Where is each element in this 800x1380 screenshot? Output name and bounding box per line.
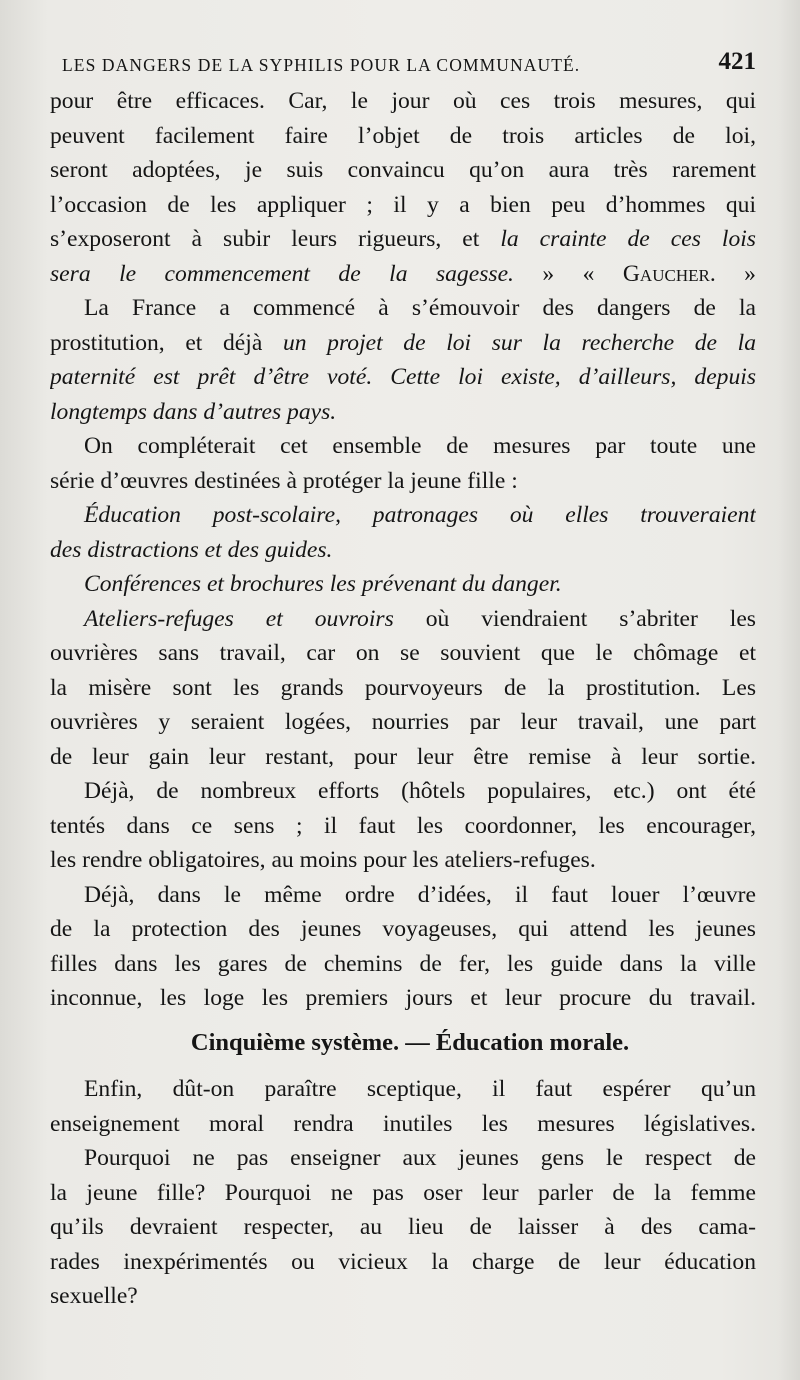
text-line-12: série d’œuvres destinées à protéger la jeune fille : — [50, 467, 518, 494]
text-line-9: paternité est prêt d’être voté. Cette loi existe, d’ailleurs, depuis — [50, 364, 756, 390]
text-line-4: l’occasion de les appliquer ; il y a bien peu d’hommes qui — [50, 191, 756, 218]
text-line-18: la misère sont les grands pourvoyeurs de la prostitution. Les — [50, 674, 756, 701]
text-line-19: ouvrières y seraient logées, nourries par leur travail, une part — [50, 709, 756, 735]
text-line-11: On compléterait cet ensemble de mesures par toute une — [84, 433, 756, 459]
text-line-3: seront adoptées, je suis convaincu qu’on aura très rarement — [50, 157, 756, 183]
text-line-34: sexuelle? — [50, 1283, 138, 1309]
text-line-14: des distractions et des guides. — [50, 536, 333, 563]
page-number: 421 — [718, 48, 756, 75]
text-line-32: qu’ils devraient respecter, au lieu de laisser à des cama- — [50, 1214, 756, 1240]
text-line-17: ouvrières sans travail, car on se souvient que le chômage et — [50, 640, 756, 666]
body-text — [50, 84, 756, 1314]
text-line-16: Ateliers-refuges et ouvroirs où viendraient s’abriter les — [84, 605, 756, 632]
text-line-21: Déjà, de nombreux efforts (hôtels populaires, etc.) ont été — [84, 778, 756, 804]
text-line-13: Éducation post-scolaire, patronages où elles trouveraient — [84, 502, 756, 528]
text-line-26: filles dans les gares de chemins de fer, les guide dans la ville — [50, 950, 756, 977]
running-head — [62, 44, 756, 76]
section-heading: Cinquième système. — Éducation morale. — [190, 1028, 630, 1056]
text-line-28: Enfin, dût-on paraître sceptique, il faut espérer qu’un — [84, 1076, 756, 1102]
text-line-27: inconnue, les loge les premiers jours et leur procure du travail. — [50, 985, 756, 1011]
text-line-30: Pourquoi ne pas enseigner aux jeunes gens le respect de — [84, 1145, 756, 1171]
text-line-33: rades inexpérimentés ou vicieux la charge de leur éducation — [50, 1248, 756, 1275]
text-line-10: longtemps dans d’autres pays. — [50, 398, 337, 425]
text-line-25: de la protection des jeunes voyageuses, qui attend les jeunes — [50, 916, 756, 942]
text-line-5: s’exposeront à subir leurs rigueurs, et la crainte de ces lois — [50, 226, 756, 252]
text-line-15: Conférences et brochures les prévenant du danger. — [84, 571, 562, 597]
text-line-22: tentés dans ce sens ; il faut les coordonner, les encourager, — [50, 812, 756, 839]
text-line-7: La France a commencé à s’émouvoir des dangers de la — [84, 295, 756, 321]
text-line-6: sera le commencement de la sagesse. » « Gaucher. » — [50, 260, 756, 287]
text-line-1: pour être efficaces. Car, le jour où ces trois mesures, qui — [50, 88, 756, 114]
text-line-23: les rendre obligatoires, au moins pour les ateliers-refuges. — [50, 847, 596, 873]
signature: « Gaucher. » — [582, 260, 756, 287]
text-line-20: de leur gain leur restant, pour leur être remise à leur sortie. — [50, 743, 756, 770]
text-line-29: enseignement moral rendra inutiles les mesures législatives. — [50, 1110, 756, 1137]
running-title: LES DANGERS DE LA SYPHILIS POUR LA COMMUNAUTÉ. — [62, 55, 581, 75]
text-line-24: Déjà, dans le même ordre d’idées, il faut louer l’œuvre — [84, 881, 756, 908]
text-line-8: prostitution, et déjà un projet de loi sur la recherche de la — [50, 329, 756, 356]
text-line-31: la jeune fille? Pourquoi ne pas oser leur parler de la femme — [50, 1179, 756, 1206]
text-line-2: peuvent facilement faire l’objet de trois articles de loi, — [50, 122, 756, 149]
